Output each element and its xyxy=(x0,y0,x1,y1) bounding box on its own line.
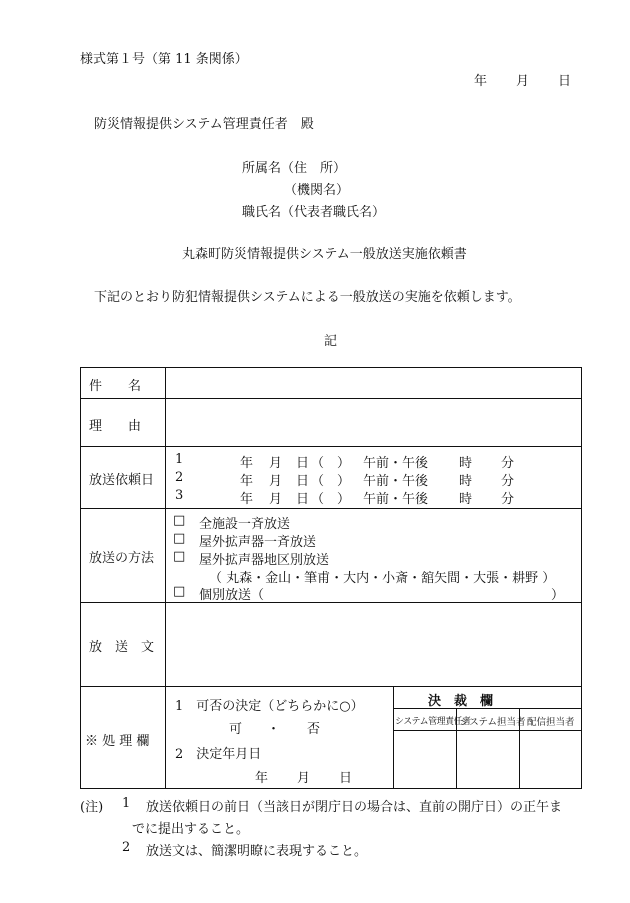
reason-field[interactable] xyxy=(167,400,579,444)
applicant-position: 職氏名（代表者職氏名） xyxy=(242,205,386,220)
decision-year-label: 年 xyxy=(255,771,269,786)
minute-label: 分 xyxy=(501,492,515,507)
option-separator: ・ xyxy=(267,722,281,737)
request-form-table xyxy=(80,367,582,789)
notes-label: (注) xyxy=(80,800,104,815)
addressee: 防災情報提供システム管理責任者 殿 xyxy=(94,117,314,132)
month-label: 月 xyxy=(269,456,283,471)
checkbox-icon[interactable]: □ xyxy=(173,549,186,564)
weekday-paren: （ ） xyxy=(311,474,351,489)
approval-column-delivery-staff: 配信担当者 xyxy=(527,717,575,728)
date-year-label: 年 xyxy=(474,74,488,89)
ampm-choice: 午前・午後 xyxy=(363,456,429,471)
date-day-label: 日 xyxy=(558,74,572,89)
hour-label: 時 xyxy=(459,456,473,471)
month-label: 月 xyxy=(269,474,283,489)
row-divider xyxy=(81,686,581,687)
day-label: 日 xyxy=(296,456,310,471)
ampm-choice: 午前・午後 xyxy=(363,492,429,507)
ampm-choice: 午前・午後 xyxy=(363,474,429,489)
date-month-label: 月 xyxy=(516,74,530,89)
minute-label: 分 xyxy=(501,474,515,489)
year-label: 年 xyxy=(240,492,254,507)
day-label: 日 xyxy=(296,474,310,489)
row-divider xyxy=(81,446,581,447)
hour-label: 時 xyxy=(459,474,473,489)
note-number: 2 xyxy=(122,840,131,855)
approval-stamp-system-manager[interactable] xyxy=(395,732,455,786)
approval-box-left-border xyxy=(393,686,394,788)
row-divider xyxy=(81,398,581,399)
subject-field[interactable] xyxy=(167,370,579,396)
approval-column-system-manager: システム管理責任者 xyxy=(395,717,471,727)
weekday-paren: （ ） xyxy=(311,492,351,507)
note-continuation: でに提出すること。 xyxy=(132,822,250,837)
checkbox-icon[interactable]: □ xyxy=(173,513,186,528)
row-divider xyxy=(81,602,581,603)
checkbox-icon[interactable]: □ xyxy=(173,584,186,599)
approval-stamp-system-staff[interactable] xyxy=(458,732,518,786)
applicant-affiliation: 所属名（住 所） xyxy=(242,161,347,176)
approval-header-divider xyxy=(393,730,581,731)
district-areas: （ 丸森・金山・筆甫・大内・小斎・舘矢間・大張・耕野 ） xyxy=(209,571,556,586)
form-number: 様式第１号（第 11 条関係） xyxy=(80,52,248,67)
year-label: 年 xyxy=(240,456,254,471)
decision-day-label: 日 xyxy=(339,771,353,786)
approval-column-system-staff: システム担当者 xyxy=(460,717,526,728)
reason-label: 理 由 xyxy=(89,419,142,434)
approval-stamp-delivery-staff[interactable] xyxy=(521,732,579,786)
option-close-paren: ） xyxy=(551,588,565,603)
method-label: 放送の方法 xyxy=(89,551,155,566)
broadcast-text-field[interactable] xyxy=(167,604,579,684)
broadcast-text-label: 放 送 文 xyxy=(89,640,155,655)
deny-option[interactable]: 否 xyxy=(307,722,321,737)
option-text: 全施設一斉放送 xyxy=(199,517,291,532)
note-text: 放送依頼日の前日（当該日が閉庁日の場合は、直前の開庁日）の正午ま xyxy=(146,800,563,815)
minute-label: 分 xyxy=(501,456,515,471)
label-column-divider xyxy=(165,368,166,788)
row-divider xyxy=(81,508,581,509)
day-label: 日 xyxy=(296,492,310,507)
document-title: 丸森町防災情報提供システム一般放送実施依頼書 xyxy=(182,247,467,262)
line-number: 2 xyxy=(175,470,184,485)
option-text: 個別放送（ xyxy=(199,588,265,603)
line-number: 3 xyxy=(175,488,184,503)
request-date-label: 放送依頼日 xyxy=(89,473,155,488)
processing-label: ※ 処 理 欄 xyxy=(85,734,150,749)
approve-option[interactable]: 可 xyxy=(229,722,243,737)
checkbox-icon[interactable]: □ xyxy=(173,531,186,546)
line-number: 1 xyxy=(175,452,184,467)
decision-item: 1 可否の決定（どちらかに○） xyxy=(175,699,364,714)
subject-label: 件 名 xyxy=(89,379,142,394)
option-text: 屋外拡声器地区別放送 xyxy=(199,553,330,568)
weekday-paren: （ ） xyxy=(311,456,351,471)
hour-label: 時 xyxy=(459,492,473,507)
intro-text: 下記のとおり防犯情報提供システムによる一般放送の実施を依頼します。 xyxy=(94,290,521,305)
decision-date-item: 2 決定年月日 xyxy=(175,747,262,762)
option-text: 屋外拡声器一斉放送 xyxy=(199,535,317,550)
decision-month-label: 月 xyxy=(297,771,311,786)
note-number: 1 xyxy=(122,796,131,811)
note-text: 放送文は、簡潔明瞭に表現すること。 xyxy=(146,844,368,859)
applicant-organization: （機関名） xyxy=(284,183,350,198)
ki-label: 記 xyxy=(324,334,338,349)
approval-title: 決 裁 欄 xyxy=(428,694,494,709)
month-label: 月 xyxy=(269,492,283,507)
year-label: 年 xyxy=(240,474,254,489)
